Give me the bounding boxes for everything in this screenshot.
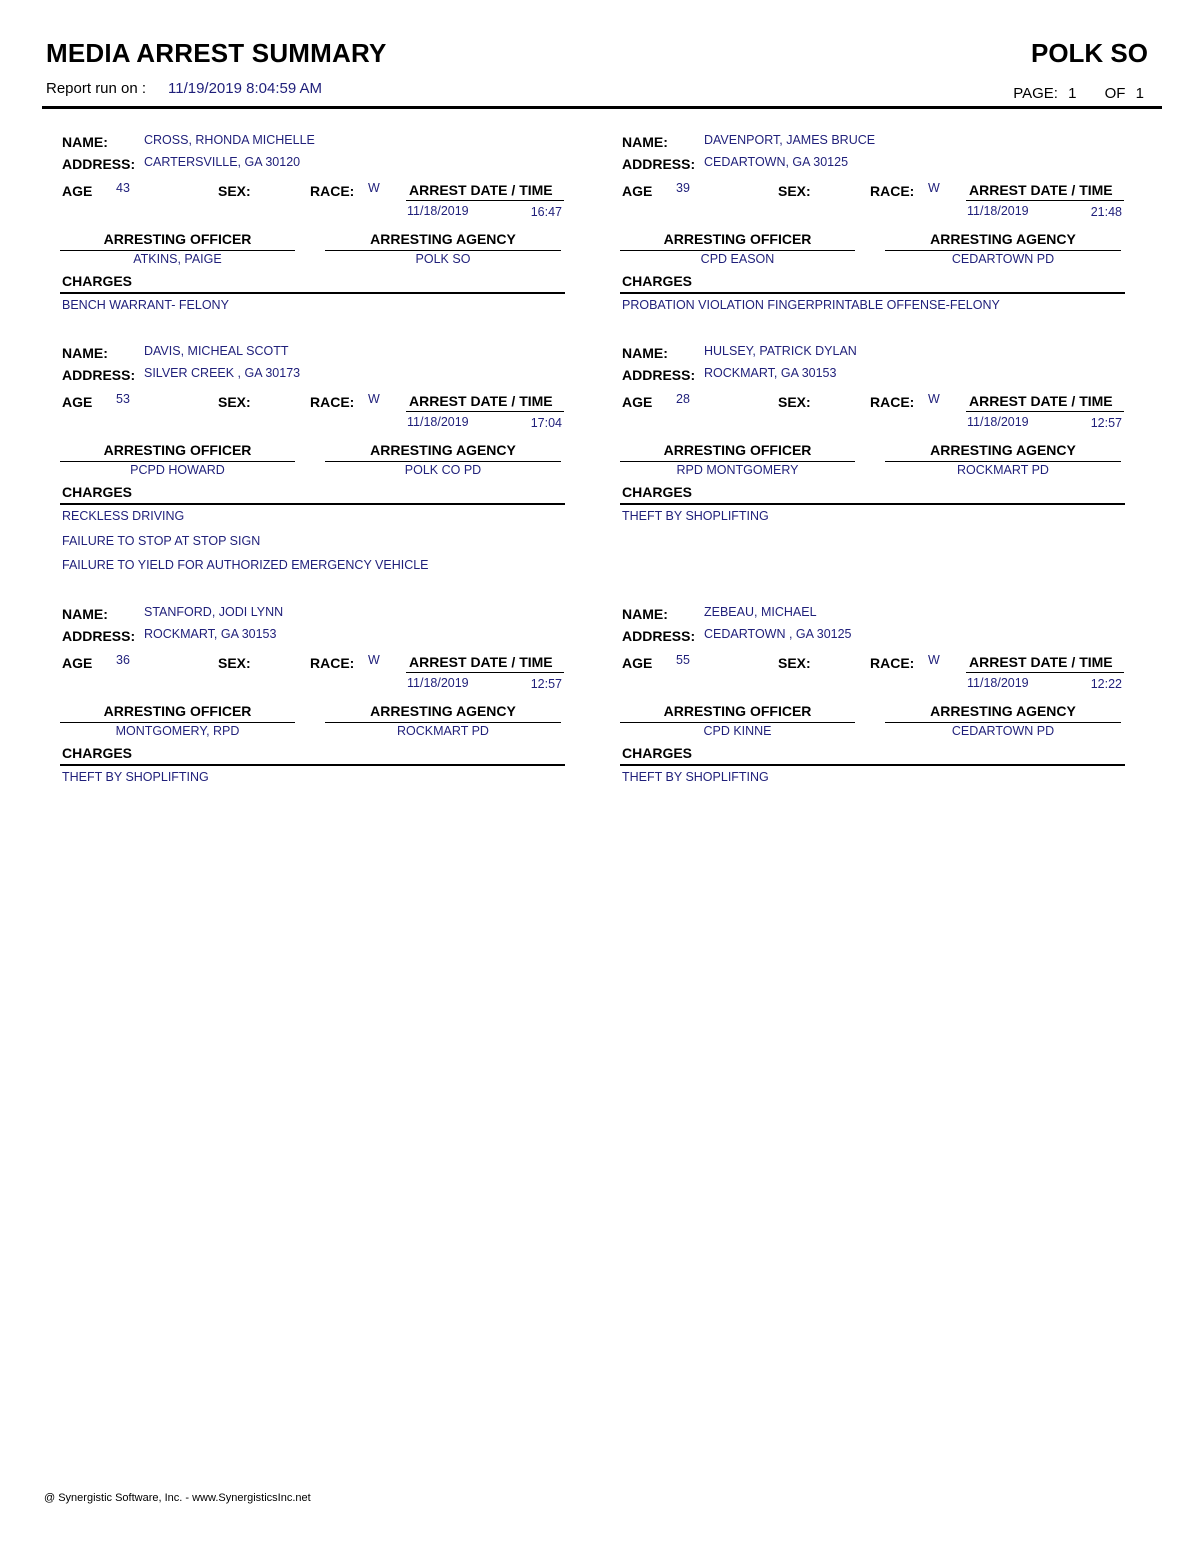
- charge-item: RECKLESS DRIVING: [62, 509, 185, 523]
- race-label: RACE:: [870, 183, 915, 199]
- race-value: W: [928, 392, 940, 406]
- arrest-datetime-label: ARREST DATE / TIME: [969, 654, 1113, 670]
- arresting-agency-label: ARRESTING AGENCY: [930, 703, 1076, 719]
- arrest-record: [620, 130, 1125, 370]
- arresting-officer-label: ARRESTING OFFICER: [103, 231, 252, 247]
- sex-label: SEX:: [778, 183, 811, 199]
- age-label: AGE: [62, 394, 93, 410]
- page-number: 1: [1068, 85, 1077, 102]
- arrest-datetime-label: ARREST DATE / TIME: [969, 393, 1113, 409]
- arrest-date-value: 11/18/2019: [967, 676, 1029, 690]
- charge-item: THEFT BY SHOPLIFTING: [62, 770, 209, 784]
- race-label: RACE:: [310, 183, 355, 199]
- arresting-officer-label: ARRESTING OFFICER: [663, 703, 812, 719]
- arresting-agency-rule: [885, 461, 1121, 462]
- page-total: 1: [1135, 85, 1144, 102]
- arresting-officer-value: PCPD HOWARD: [130, 463, 225, 477]
- name-label: NAME:: [62, 134, 108, 150]
- race-value: W: [928, 181, 940, 195]
- charge-item: FAILURE TO STOP AT STOP SIGN: [62, 533, 261, 548]
- age-value: 28: [676, 392, 690, 406]
- age-value: 39: [676, 181, 690, 195]
- arresting-officer-label: ARRESTING OFFICER: [103, 442, 252, 458]
- name-value: DAVIS, MICHEAL SCOTT: [144, 344, 289, 358]
- age-value: 53: [116, 392, 130, 406]
- arrest-datetime-rule: [406, 200, 564, 201]
- race-value: W: [368, 653, 380, 667]
- name-value: HULSEY, PATRICK DYLAN: [704, 344, 857, 358]
- arresting-officer-label: ARRESTING OFFICER: [663, 442, 812, 458]
- charges-label: CHARGES: [62, 484, 133, 500]
- age-label: AGE: [62, 183, 93, 199]
- arresting-agency-rule: [885, 250, 1121, 251]
- arrest-time-value: 12:57: [1090, 416, 1122, 430]
- arrest-date-value: 11/18/2019: [407, 676, 469, 690]
- charges-rule: [60, 764, 565, 766]
- page-info: [1013, 85, 1144, 102]
- age-value: 36: [116, 653, 130, 667]
- charges-rule: [620, 764, 1125, 766]
- arrest-time-value: 12:22: [1090, 677, 1122, 691]
- race-value: W: [928, 653, 940, 667]
- address-label: ADDRESS:: [622, 628, 696, 644]
- address-value: SILVER CREEK , GA 30173: [144, 366, 301, 380]
- arresting-agency-label: ARRESTING AGENCY: [370, 703, 516, 719]
- arresting-officer-value: CPD EASON: [700, 252, 775, 266]
- charge-item: THEFT BY SHOPLIFTING: [622, 509, 769, 523]
- address-label: ADDRESS:: [62, 367, 136, 383]
- arrest-date-value: 11/18/2019: [407, 204, 469, 218]
- arrest-record: [60, 341, 565, 581]
- name-label: NAME:: [62, 345, 108, 361]
- race-value: W: [368, 392, 380, 406]
- arrest-date-value: 11/18/2019: [407, 415, 469, 429]
- name-label: NAME:: [622, 606, 668, 622]
- arresting-agency-rule: [885, 722, 1121, 723]
- charges-label: CHARGES: [62, 273, 133, 289]
- age-value: 43: [116, 181, 130, 195]
- arresting-officer-value: ATKINS, PAIGE: [133, 252, 222, 266]
- charge-item: FAILURE TO YIELD FOR AUTHORIZED EMERGENCY VEHICLE: [62, 558, 429, 572]
- arrest-datetime-label: ARREST DATE / TIME: [409, 182, 553, 198]
- age-label: AGE: [622, 655, 653, 671]
- arresting-officer-value: MONTGOMERY, RPD: [115, 724, 240, 738]
- arresting-agency-value: ROCKMART PD: [397, 724, 489, 738]
- arrest-record: [620, 341, 1125, 581]
- arresting-agency-value: POLK CO PD: [404, 463, 482, 477]
- arresting-agency-value: CEDARTOWN PD: [951, 252, 1055, 266]
- arresting-agency-label: ARRESTING AGENCY: [370, 231, 516, 247]
- arrest-datetime-label: ARREST DATE / TIME: [969, 182, 1113, 198]
- arrest-time-value: 17:04: [530, 416, 562, 430]
- arresting-officer-rule: [60, 722, 295, 723]
- name-value: STANFORD, JODI LYNN: [144, 605, 284, 619]
- arrest-datetime-rule: [966, 200, 1124, 201]
- race-label: RACE:: [870, 394, 915, 410]
- address-value: CEDARTOWN , GA 30125: [704, 627, 852, 641]
- arresting-agency-label: ARRESTING AGENCY: [930, 442, 1076, 458]
- page-label: PAGE:: [1013, 85, 1058, 102]
- agency-title: POLK SO: [1030, 38, 1148, 68]
- arresting-agency-label: ARRESTING AGENCY: [930, 231, 1076, 247]
- arrest-time-value: 12:57: [530, 677, 562, 691]
- charges-label: CHARGES: [622, 745, 693, 761]
- address-label: ADDRESS:: [622, 367, 696, 383]
- arrest-date-value: 11/18/2019: [967, 415, 1029, 429]
- age-label: AGE: [62, 655, 93, 671]
- age-label: AGE: [622, 394, 653, 410]
- arrest-datetime-label: ARREST DATE / TIME: [409, 654, 553, 670]
- sex-label: SEX:: [778, 655, 811, 671]
- arresting-agency-value: POLK SO: [415, 252, 471, 266]
- charge-item: PROBATION VIOLATION FINGERPRINTABLE OFFENSE-FELONY: [622, 298, 1000, 312]
- race-label: RACE:: [310, 394, 355, 410]
- arresting-officer-rule: [620, 722, 855, 723]
- of-label: OF: [1104, 85, 1126, 102]
- arresting-officer-value: RPD MONTGOMERY: [676, 463, 799, 477]
- charge-item: BENCH WARRANT- FELONY: [62, 298, 229, 312]
- sex-label: SEX:: [218, 183, 251, 199]
- sex-label: SEX:: [218, 394, 251, 410]
- address-value: CEDARTOWN, GA 30125: [704, 155, 849, 169]
- arresting-agency-value: ROCKMART PD: [957, 463, 1049, 477]
- arrest-time-value: 21:48: [1090, 205, 1122, 219]
- arresting-agency-value: CEDARTOWN PD: [951, 724, 1055, 738]
- arrest-datetime-rule: [406, 411, 564, 412]
- arrest-record: [60, 602, 565, 842]
- address-label: ADDRESS:: [62, 628, 136, 644]
- age-label: AGE: [622, 183, 653, 199]
- arresting-officer-rule: [620, 461, 855, 462]
- name-label: NAME:: [622, 134, 668, 150]
- arresting-agency-rule: [325, 250, 561, 251]
- race-label: RACE:: [310, 655, 355, 671]
- name-label: NAME:: [622, 345, 668, 361]
- header-rule: [42, 106, 1162, 109]
- charges-label: CHARGES: [622, 484, 693, 500]
- charges-rule: [620, 503, 1125, 505]
- arrest-time-value: 16:47: [530, 205, 562, 219]
- charges-rule: [60, 292, 565, 294]
- address-value: ROCKMART, GA 30153: [704, 366, 837, 380]
- name-value: CROSS, RHONDA MICHELLE: [144, 133, 315, 147]
- arresting-officer-value: CPD KINNE: [703, 724, 772, 738]
- sex-label: SEX:: [218, 655, 251, 671]
- arrest-record: [620, 602, 1125, 842]
- report-title: MEDIA ARREST SUMMARY: [46, 38, 387, 68]
- race-label: RACE:: [870, 655, 915, 671]
- sex-label: SEX:: [778, 394, 811, 410]
- charges-label: CHARGES: [622, 273, 693, 289]
- report-run-value: 11/19/2019 8:04:59 AM: [168, 80, 323, 97]
- arrest-date-value: 11/18/2019: [967, 204, 1029, 218]
- footer-text: @ Synergistic Software, Inc. - www.SynergisticsInc.net: [44, 1492, 311, 1504]
- address-value: CARTERSVILLE, GA 30120: [144, 155, 301, 169]
- arresting-officer-label: ARRESTING OFFICER: [103, 703, 252, 719]
- arrest-datetime-rule: [966, 411, 1124, 412]
- arrest-datetime-rule: [966, 672, 1124, 673]
- race-value: W: [368, 181, 380, 195]
- arresting-agency-rule: [325, 722, 561, 723]
- arresting-officer-rule: [60, 461, 295, 462]
- charges-label: CHARGES: [62, 745, 133, 761]
- arresting-officer-rule: [620, 250, 855, 251]
- address-label: ADDRESS:: [622, 156, 696, 172]
- name-label: NAME:: [62, 606, 108, 622]
- name-value: ZEBEAU, MICHAEL: [704, 605, 817, 619]
- address-label: ADDRESS:: [62, 156, 136, 172]
- report-run-label: Report run on :: [46, 80, 147, 97]
- arrest-datetime-rule: [406, 672, 564, 673]
- address-value: ROCKMART, GA 30153: [144, 627, 277, 641]
- charge-item: THEFT BY SHOPLIFTING: [622, 770, 769, 784]
- arrest-record: [60, 130, 565, 370]
- name-value: DAVENPORT, JAMES BRUCE: [704, 133, 876, 147]
- charges-rule: [620, 292, 1125, 294]
- arresting-officer-label: ARRESTING OFFICER: [663, 231, 812, 247]
- arresting-agency-rule: [325, 461, 561, 462]
- arresting-agency-label: ARRESTING AGENCY: [370, 442, 516, 458]
- age-value: 55: [676, 653, 690, 667]
- arrest-datetime-label: ARREST DATE / TIME: [409, 393, 553, 409]
- charges-rule: [60, 503, 565, 505]
- arresting-officer-rule: [60, 250, 295, 251]
